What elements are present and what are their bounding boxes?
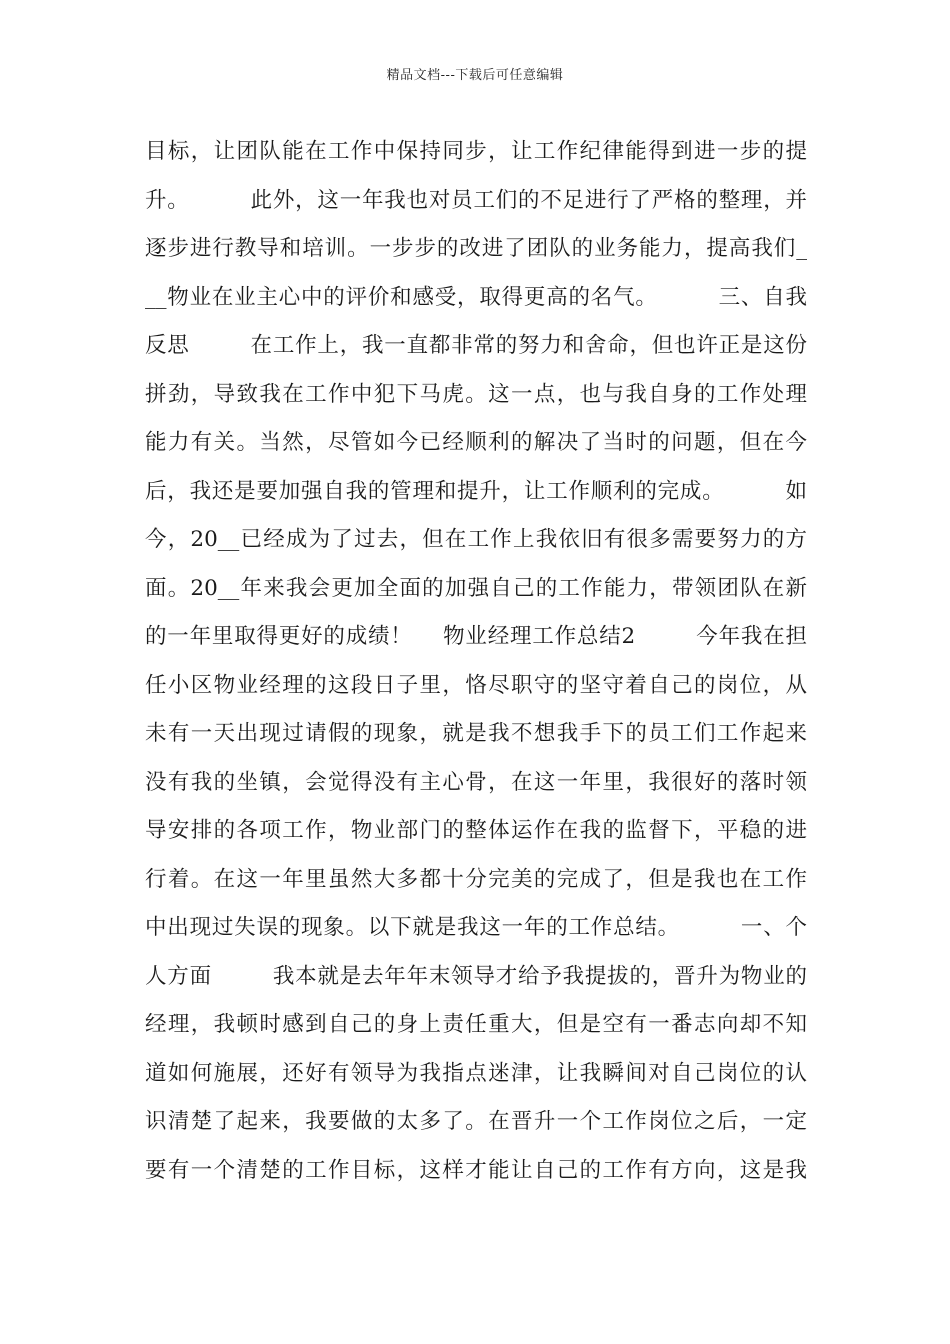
paragraph-line: 人方面 我本就是去年年末领导才给予我提拔的，晋升为物业的 [145,963,807,989]
paragraph-line: 能力有关。当然，尽管如今已经顺利的解决了当时的问题，但在今 [145,430,807,455]
paragraph-line: 中出现过失误的现象。以下就是我这一年的工作总结。 一、个 [145,915,807,940]
paragraph-line: 未有一天出现过请假的现象，就是我不想我手下的员工们工作起来 [145,721,807,746]
paragraph-line: __物业在业主心中的评价和感受，取得更高的名气。 三、自我 [145,284,807,310]
paragraph-line: 今，20__已经成为了过去，但在工作上我依旧有很多需要努力的方 [145,527,807,552]
paragraph-line: 道如何施展，还好有领导为我指点迷津，让我瞬间对自己岗位的认 [145,1060,807,1086]
paragraph-line: 拼劲，导致我在工作中犯下马虎。这一点，也与我自身的工作处理 [145,381,807,407]
paragraph-line: 反思 在工作上，我一直都非常的努力和舍命，但也许正是这份 [145,333,807,358]
paragraph-line: 面。20__年来我会更加全面的加强自己的工作能力，带领团队在新 [145,575,807,601]
paragraph-line: 没有我的坐镇，会觉得没有主心骨，在这一年里，我很好的落时领 [145,769,807,795]
paragraph-line: 导安排的各项工作，物业部门的整体运作在我的监督下，平稳的进 [145,818,807,843]
page-header: 精品文档---下载后可任意编辑 [386,68,564,83]
paragraph-line: 后，我还是要加强自我的管理和提升，让工作顺利的完成。 如 [145,478,807,504]
paragraph-line: 识清楚了起来，我要做的太多了。在晋升一个工作岗位之后，一定 [145,1109,807,1134]
paragraph-line: 目标，让团队能在工作中保持同步，让工作纪律能得到进一步的提 [145,139,807,164]
paragraph-line: 任小区物业经理的这段日子里，恪尽职守的坚守着自己的岗位，从 [145,672,807,698]
paragraph-line: 的一年里取得更好的成绩！ 物业经理工作总结2 今年我在担 [145,624,807,649]
paragraph-line: 行着。在这一年里虽然大多都十分完美的完成了，但是我也在工作 [145,866,807,892]
paragraph-line: 经理，我顿时感到自己的身上责任重大，但是空有一番志向却不知 [145,1012,807,1037]
paragraph-line: 逐步进行教导和培训。一步步的改进了团队的业务能力，提高我们_ [145,236,807,261]
paragraph-line: 要有一个清楚的工作目标，这样才能让自己的工作有方向，这是我 [145,1157,807,1183]
paragraph-line: 升。 此外，这一年我也对员工们的不足进行了严格的整理，并 [145,187,807,213]
document-body [145,132,807,1199]
